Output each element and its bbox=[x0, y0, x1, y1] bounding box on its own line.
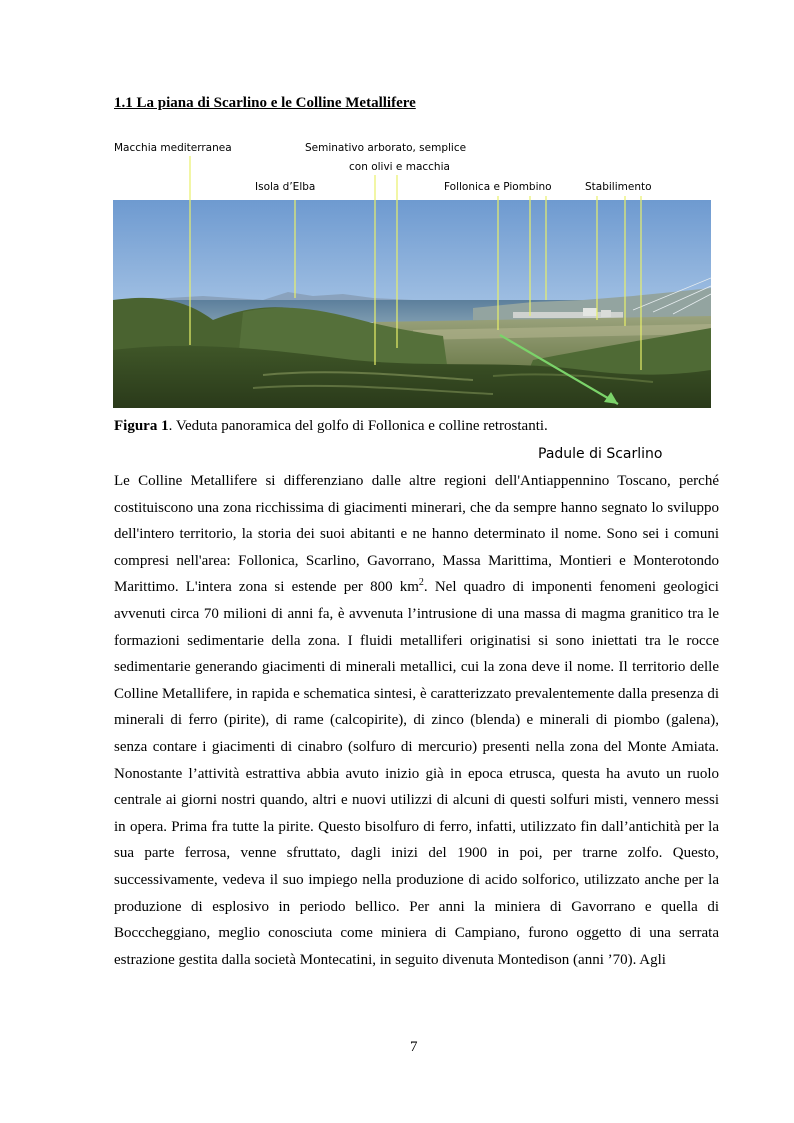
body-text-part1: Le Colline Metallifere si differenziano dalle altre regioni dell'Antiappennino Toscano, perché costituiscono una zona ricchissima di giacimenti minerari, che da sempre hanno segnato lo sviluppo dell'intero territorio, la storia dei suoi abitanti e ne hanno determinato il nome. Sono sei i comuni compresi nell'area: Follonica, Scarlino, Gavorrano, Massa Marittima, Montieri e Monterotondo Marittimo. L'intera zona si estende per 800 km bbox=[114, 473, 719, 596]
label-follonica-piombino: Follonica e Piombino bbox=[444, 181, 552, 193]
body-paragraph bbox=[114, 468, 719, 973]
figure-caption-number: Figura 1 bbox=[114, 418, 169, 434]
section-title: 1.1 La piana di Scarlino e le Colline Metallifere bbox=[114, 95, 416, 111]
label-seminativo: Seminativo arborato, semplice bbox=[305, 142, 467, 154]
page-number: 7 bbox=[410, 1039, 418, 1055]
label-isola-elba: Isola d’Elba bbox=[255, 181, 316, 193]
body-text-part2: . Nel quadro di imponenti fenomeni geologici avvenuti circa 70 milioni di anni fa, è avvenuta l’intrusione di una massa di magma granitico tra le formazioni sedimentarie della zona. I fluidi metalliferi originatisi si sono iniettati tra le rocce sedimentarie generando giacimenti di minerali metallici, cui la zona deve il nome. Il territorio delle Colline Metallifere, in rapida e schematica sintesi, è caratterizzato prevalentemente dalla presenza di minerali di ferro (pirite), di rame (calcopirite), di zinco (blenda) e minerali di piombo (galena), senza contare i giacimenti di cinabro (solfuro di mercurio) presenti nella zona del Monte Amiata. Nonostante l’attività estrattiva abbia avuto inizio già in epoca etrusca, questa ha avuto un ruolo centrale ai giorni nostri quando, altri e nuovi utilizzi di alcuni di questi solfuri misti, vennero messi in opera. Prima fra tutte la pirite. Questo bisolfuro di ferro, infatti, utilizzato fin dall’antichità per la sua parte ferrosa, venne sfruttato, dagli inizi del 1900 in poi, per trarne zolfo. Questo, successivamente, vedeva il suo impiego nella produzione di acido solforico, utilizzato anche per la produzione di esplosivo in periodo bellico. Per anni la miniera di Gavorrano e quella di Bocccheggiano, meglio conosciuta come miniera di Campiano, furono oggetto di una serrata estrazione gestita dalla società Montecatini, in seguito divenuta Montedison (anni ’70). Agli bbox=[114, 579, 719, 968]
label-olivi-macchia: con olivi e macchia bbox=[349, 161, 450, 173]
superscript-2: 2 bbox=[418, 577, 424, 589]
figure-caption-text: . Veduta panoramica del golfo di Follonica e colline retrostanti. bbox=[168, 418, 548, 434]
label-padule-scarlino: Padule di Scarlino bbox=[538, 446, 663, 462]
figure-caption bbox=[114, 418, 548, 435]
label-macchia-mediterranea: Macchia mediterranea bbox=[114, 142, 232, 154]
panorama-photo bbox=[113, 200, 711, 408]
label-stabilimento: Stabilimento bbox=[585, 181, 652, 193]
